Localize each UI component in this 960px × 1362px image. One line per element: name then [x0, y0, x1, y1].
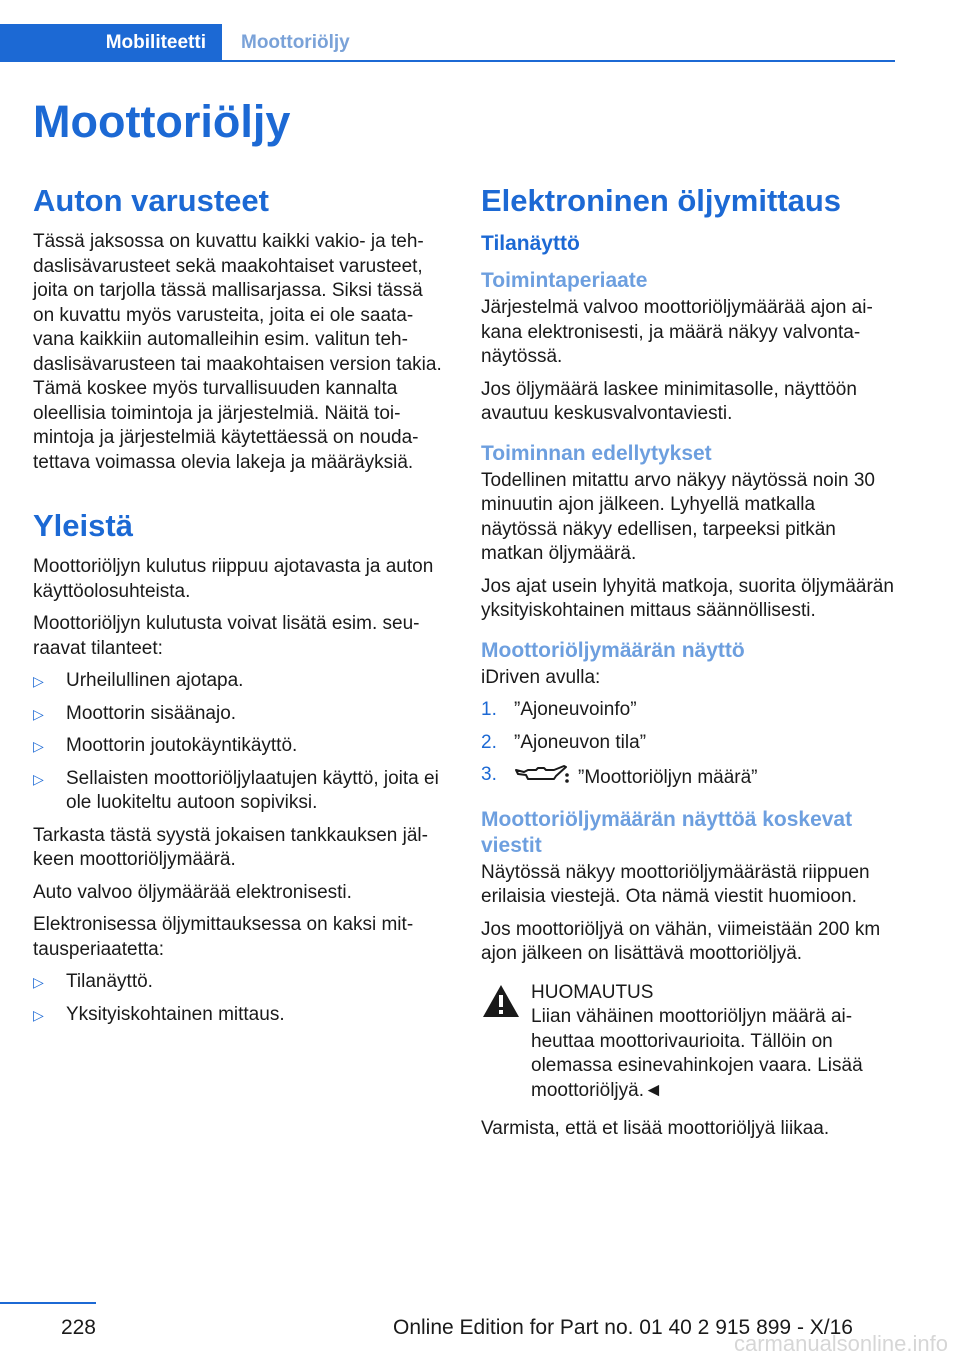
heading-equipment: Auton varusteet — [33, 183, 269, 218]
warning-triangle-icon — [481, 983, 521, 1024]
general-p5: Elektronisessa öljymittauksessa on kaksi mittausperiaatetta: — [33, 914, 414, 960]
principle-p1: Järjestelmä valvoo moottoriöljymäärää ajon aikana elektronisesti, ja määrä näkyy valvontanäytössä. — [481, 297, 873, 367]
edition-text: Online Edition for Part no. 01 40 2 915 899 - X/16 — [393, 1316, 853, 1339]
list-item: ▷ Yksityiskohtainen mittaus. — [33, 1003, 448, 1028]
list-item: 3. ”Moottoriöljyn määrä” — [481, 763, 896, 793]
requirements-p2: Jos ajat usein lyhyitä matkoja, suorita öljymäärän yksityiskohtainen mittaus säännöllisesti. — [481, 575, 894, 621]
warning-text: Liian vähäinen moottoriöljyn määrä aiheuttaa moottorivaurioita. Tällöin on olemassa esinevahinkojen vaara. Lisää moottoriöljyä.◄ — [531, 1006, 863, 1101]
list-item: ▷ Moottorin sisäänajo. — [33, 702, 448, 727]
triangle-bullet-icon: ▷ — [33, 673, 44, 689]
general-p2: Moottoriöljyn kulutusta voivat lisätä esim. seuraavat tilanteet: — [33, 613, 420, 659]
general-p4: Auto valvoo öljymäärää elektronisesti. — [33, 881, 352, 903]
idrive-intro: iDriven avulla: — [481, 666, 601, 688]
final-note: Varmista, että et lisää moottoriöljyä liikaa. — [481, 1118, 830, 1139]
list-item: ▷ Sellaisten moottoriöljylaatujen käyttö, joita ei ole luokiteltu autoon sopiviksi. — [33, 767, 439, 813]
header-tabs — [0, 24, 895, 62]
tab-mobiliteetti[interactable]: Mobiliteetti — [0, 24, 222, 62]
requirements-p1: Todellinen mitattu arvo näkyy näytössä noin 30 minuutin ajon jälkeen. Lyhyellä matkalla näytössä näkyy edellisen, tarpeeksi pitkän matkan öljymäärä. — [481, 469, 875, 564]
warning-box — [481, 981, 896, 1104]
heading-electronic-measurement: Elektroninen öljymittaus — [481, 183, 842, 218]
footer-rule — [0, 1302, 96, 1304]
heading-oil-messages: Moottoriöljymäärän näyttöä koskevat viestit — [481, 807, 853, 857]
page-title: Moottoriöljy — [33, 96, 291, 147]
tab-moottoriolju[interactable]: Moottoriöljy — [241, 32, 350, 53]
principle-list — [33, 970, 448, 1027]
oil-can-icon — [514, 763, 570, 793]
consumption-list — [33, 669, 448, 816]
triangle-bullet-icon: ▷ — [33, 1006, 44, 1023]
list-item: 1. ”Ajoneuvoinfo” — [481, 699, 637, 720]
idrive-steps — [481, 698, 896, 793]
list-item: 2. ”Ajoneuvon tila” — [481, 731, 647, 753]
warning-title: HUOMAUTUS — [531, 981, 654, 1003]
left-column — [33, 180, 448, 1035]
triangle-bullet-icon: ▷ — [33, 974, 44, 990]
heading-oil-level-display: Moottoriöljymäärän näyttö — [481, 638, 745, 662]
right-column — [481, 180, 896, 1150]
triangle-bullet-icon: ▷ — [33, 738, 44, 754]
triangle-bullet-icon: ▷ — [33, 770, 44, 787]
general-p1: Moottoriöljyn kulutus riippuu ajotavasta ja auton käyttöolosuhteista. — [33, 556, 434, 602]
heading-general: Yleistä — [33, 508, 133, 543]
page-number: 228 — [60, 1316, 96, 1339]
list-item: ▷ Urheilullinen ajotapa. — [33, 669, 448, 694]
triangle-bullet-icon: ▷ — [33, 705, 44, 722]
watermark: carmanualsonline.info — [733, 1331, 948, 1356]
messages-p1: Näytössä näkyy moottoriöljymäärästä riippuen erilaisia viestejä. Ota nämä viestit huomioon. — [481, 861, 870, 907]
principle-p2: Jos öljymäärä laskee minimitasolle, näyttöön avautuu keskusvalvontaviesti. — [481, 378, 857, 424]
heading-principle: Toimintaperiaate — [481, 269, 648, 292]
messages-p2: Jos moottoriöljyä on vähän, viimeistään 200 km ajon jälkeen on lisättävä moottoriöljyä. — [481, 918, 881, 964]
general-p3: Tarkasta tästä syystä jokaisen tankkauksen jälkeen moottoriöljymäärä. — [33, 824, 428, 870]
equipment-text: Tässä jaksossa on kuvattu kaikki vakio- ja tehdaslisävarusteet sekä maakohtaiset varusteet, joita on tarjolla tässä mallisarjassa. Siksi tässä on kuvattu myös varusteita, joita ei ole saatavana kaikkiin automalleihin esim. valitun tehdaslisävarusteen tai maakohtaisen version takia. Tämä koskee myös turvallisuuden kannalta oleellisia toimintoja ja järjestelmiä. Näitä toimintoja ja järjestelmiä käytettäessä on noudatettava voimassa olevia lakeja ja määräyksiä. — [33, 231, 442, 473]
list-item: ▷ Moottorin joutokäyntikäyttö. — [33, 734, 448, 759]
list-item: ▷ Tilanäyttö. — [33, 970, 448, 995]
header-rule — [0, 60, 895, 62]
heading-requirements: Toiminnan edellytykset — [481, 441, 712, 465]
heading-status-display: Tilanäyttö — [481, 232, 580, 255]
